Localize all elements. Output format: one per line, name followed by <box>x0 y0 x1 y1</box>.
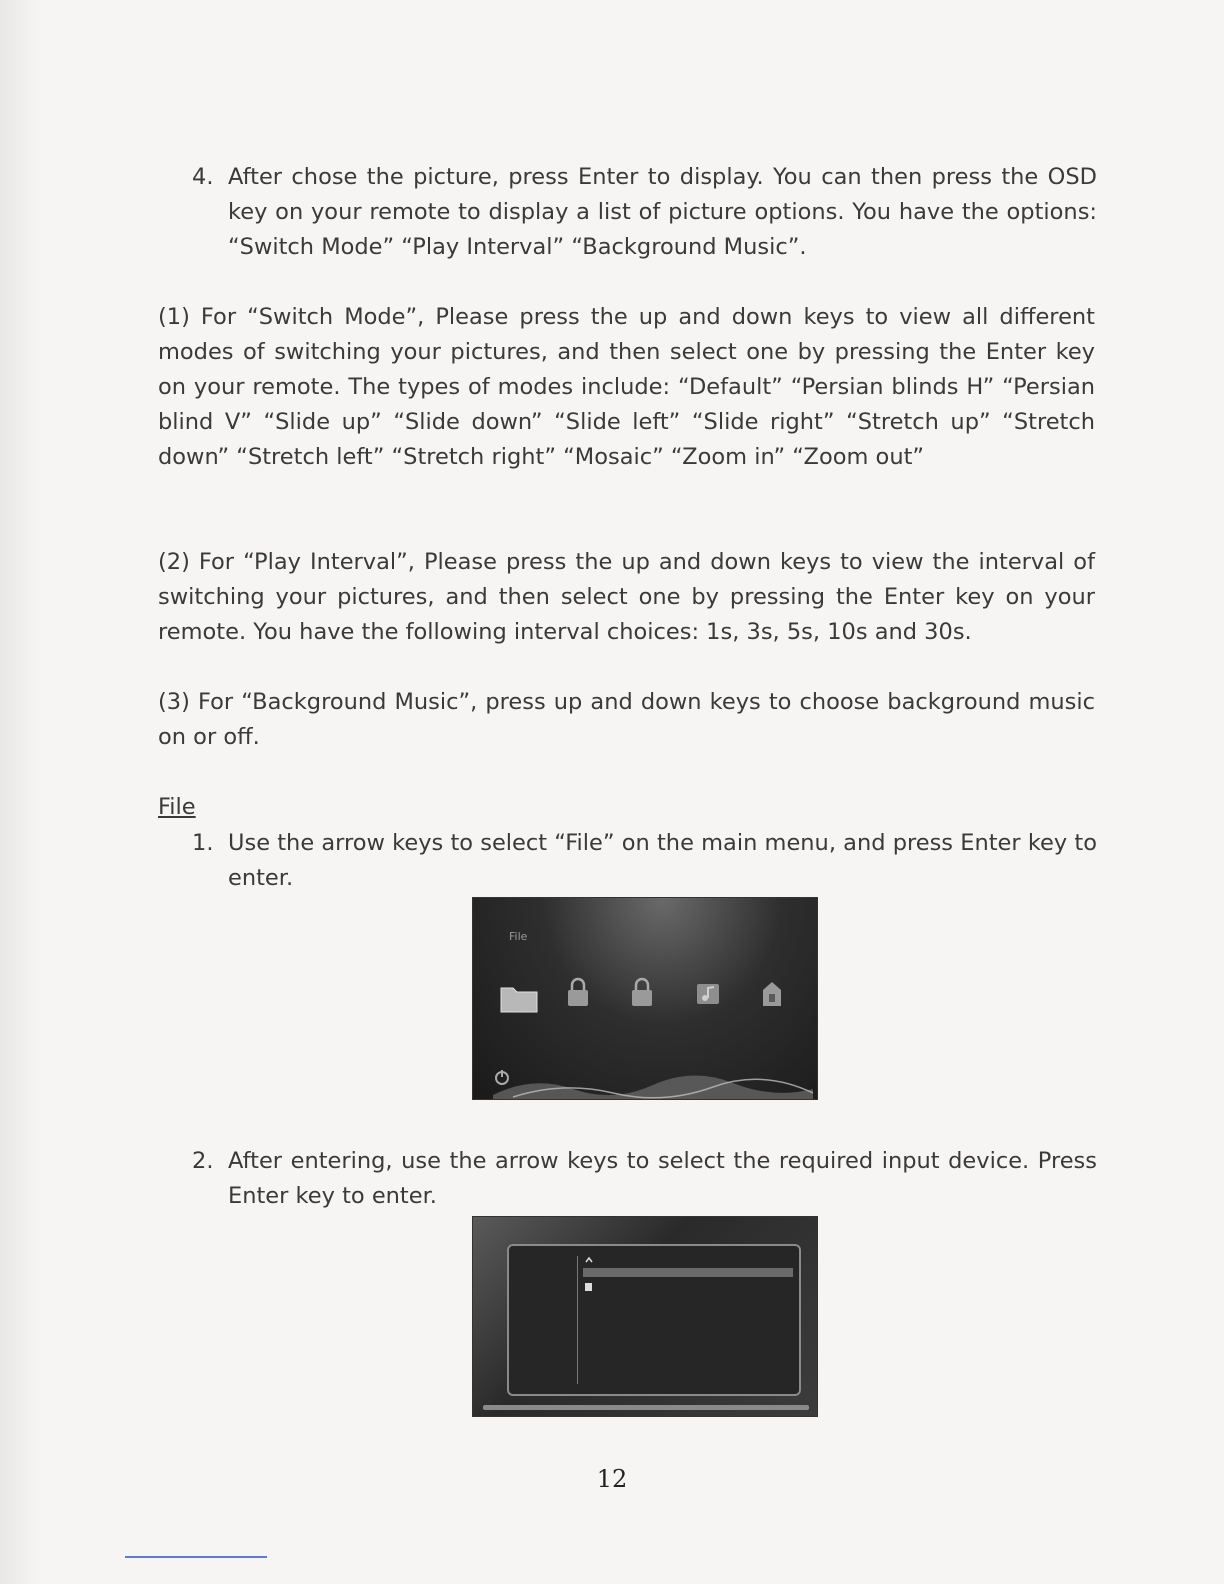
step-1-number: 1. <box>192 830 214 856</box>
device-list-panel <box>507 1244 801 1396</box>
step-2-number: 2. <box>192 1148 214 1174</box>
water-splash-decoration <box>493 1065 813 1099</box>
device-selection-screenshot <box>472 1216 818 1417</box>
file-menu-screenshot <box>472 897 818 1100</box>
step-4-text: After chose the picture, press Enter to display. You can then press the OSD key on your remote to display a list of picture options. You have the options: “Switch Mode” “Play Interval” “Background Music”. <box>228 164 1097 260</box>
status-bar <box>483 1405 809 1410</box>
background-music-paragraph: (3) For “Background Music”, press up and down keys to choose background music on or off. <box>158 689 1095 750</box>
step-2-text: After entering, use the arrow keys to select the required input device. Press Enter key to enter. <box>228 1148 1097 1209</box>
switch-mode-paragraph: (1) For “Switch Mode”, Please press the up and down keys to view all different modes of switching your pictures, and then select one by pressing the Enter key on your remote. The types of modes include: “Default” “Persian blinds H” “Persian blind V” “Slide up” “Slide down” “Slide left” “Slide right” “Stretch up” “Stretch down” “Stretch left” “Stretch right” “Mosaic” “Zoom in” “Zoom out” <box>158 304 1095 470</box>
step-1 <box>192 826 1097 896</box>
music-icon <box>693 976 723 1010</box>
device-row-selected <box>583 1268 793 1277</box>
card-icon <box>585 1283 592 1291</box>
step-2 <box>192 1144 1097 1214</box>
file-section-heading: File <box>158 794 196 820</box>
movie-icon <box>757 976 787 1010</box>
play-interval-paragraph: (2) For “Play Interval”, Please press the up and down keys to view the interval of switching your pictures, and then select one by pressing the Enter key on your remote. You have the following interval choices: 1s, 3s, 5s, 10s and 30s. <box>158 549 1095 645</box>
lock-icon <box>627 976 657 1010</box>
scan-edge-shading <box>0 0 40 1584</box>
file-menu-title: File <box>509 930 528 943</box>
device-row <box>583 1282 643 1291</box>
step-1-text: Use the arrow keys to select “File” on the main menu, and press Enter key to enter. <box>228 830 1097 891</box>
panel-divider <box>577 1256 578 1384</box>
up-folder-icon <box>585 1256 593 1264</box>
step-4-number: 4. <box>192 164 214 190</box>
step-4 <box>192 160 1097 265</box>
folder-icon <box>497 976 541 1016</box>
file-menu-icon-row <box>497 976 797 1022</box>
lock-icon <box>563 976 593 1010</box>
footer-rule <box>125 1556 267 1558</box>
page-number: 12 <box>596 1465 628 1493</box>
